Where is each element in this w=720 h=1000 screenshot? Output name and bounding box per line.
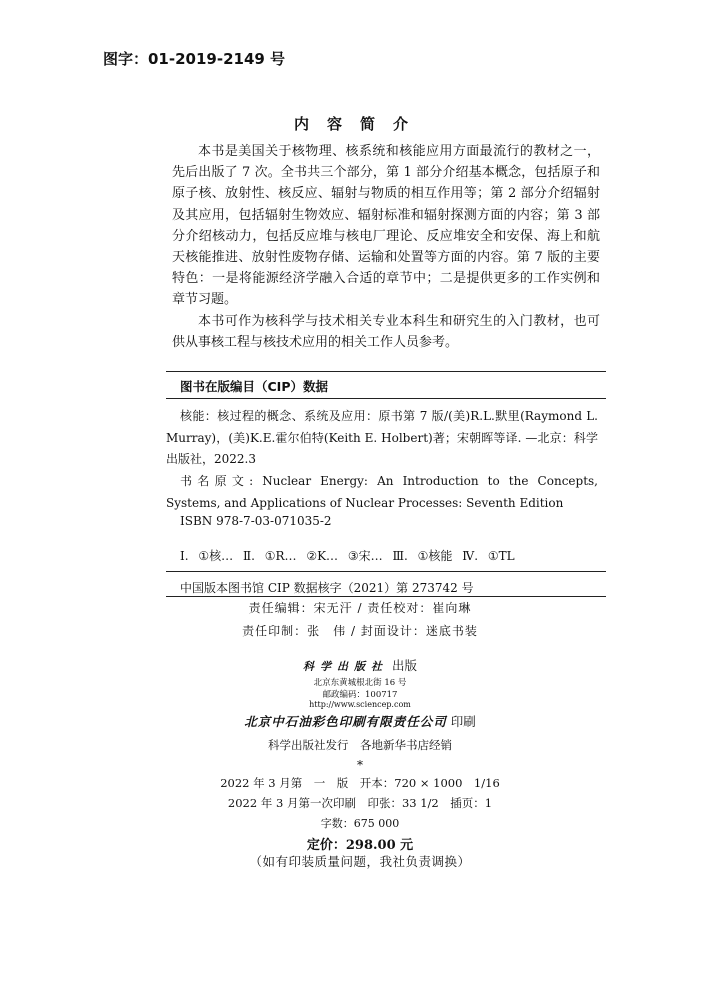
summary-title: 内容简介 (293, 115, 426, 133)
publisher-logo-text: 科学出版社 (303, 660, 388, 673)
credits-printing-cover: 责任印制：张 伟 / 封面设计：迷底书装 (242, 624, 478, 638)
price: 定价：298.00 元 (306, 838, 414, 853)
separator-star: * (357, 758, 363, 772)
publisher-url: http://www.sciencep.com (309, 700, 411, 709)
edition-line: 2022 年 3 月第 一 版 开本：720 × 1000 1/16 (220, 776, 500, 790)
cip-entry (166, 406, 598, 471)
cip-header-rule (166, 398, 606, 399)
cip-bottom-rule (166, 596, 606, 597)
summary-paragraph: 本书可作为核科学与技术相关专业本科生和研究生的入门教材，也可供从事核工程与核技术应用的相关工作人员参考。 (172, 313, 600, 350)
quality-notice: （如有印装质量问题，我社负责调换） (249, 854, 471, 869)
publisher-address: 北京东黄城根北街 16 号 (313, 678, 407, 688)
cip-entry-text: 核能：核过程的概念、系统及应用：原书第 7 版/(美)R.L.默里(Raymond L. Murray)，(美)K.E.霍尔伯特(Keith E. Holbert)著；宋朝晖等译. —北京：科学出版社，2022.3 (166, 409, 598, 466)
summary-body (172, 141, 600, 353)
printer-suffix: 印刷 (450, 714, 476, 729)
cip-number: 中国版本图书馆 CIP 数据核字（2021）第 273742 号 (180, 581, 474, 595)
cip-original-title (166, 471, 598, 514)
publisher-postcode: 邮政编码：100717 (322, 690, 398, 700)
cip-original-title-text: 书名原文: Nuclear Energy: An Introduction to the Concepts, Systems, and Applications of Nuclear Processes: Seventh Edition (166, 474, 598, 510)
cip-top-rule (166, 371, 606, 372)
printer-line (0, 712, 720, 730)
classification: Ⅰ. ①核… Ⅱ. ①R… ②K… ③宋… Ⅲ. ①核能 Ⅳ. ①TL (180, 549, 515, 563)
summary-paragraph: 本书是美国关于核物理、核系统和核能应用方面最流行的教材之一，先后出版了 7 次。全书共三个部分，第 1 部分介绍基本概念，包括原子和原子核、放射性、核反应、辐射与物质的相互作用等；第 2 部分介绍辐射及其应用，包括辐射生物效应、辐射标准和辐射探测方面的内容；第 3 部分介绍核动力，包括反应堆与核电厂理论、反应堆安全和安保、海上和航天核能推进、放射性废物存储、运输和处置等方面的内容。第 7 版的主要特色：一是将能源经济学融入合适的章节中；二是提供更多的工作实例和章节习题。 (172, 144, 600, 308)
distribution: 科学出版社发行 各地新华书店经销 (268, 738, 452, 752)
printing-line: 2022 年 3 月第一次印刷 印张：33 1/2 插页：1 (227, 796, 493, 810)
publisher-line (0, 656, 720, 674)
cip-mid-rule (166, 571, 606, 572)
registration-number: 图字：01-2019-2149 号 (103, 50, 286, 68)
cip-header: 图书在版编目（CIP）数据 (180, 379, 328, 394)
isbn: ISBN 978-7-03-071035-2 (180, 514, 332, 528)
printer-logo-text: 北京中石油彩色印刷有限责任公司 (244, 714, 447, 729)
publisher-suffix: 出版 (391, 658, 417, 673)
credits-editor-proofreader: 责任编辑：宋无汗 / 责任校对：崔向琳 (248, 601, 472, 615)
word-count: 字数：675 000 (320, 817, 400, 830)
